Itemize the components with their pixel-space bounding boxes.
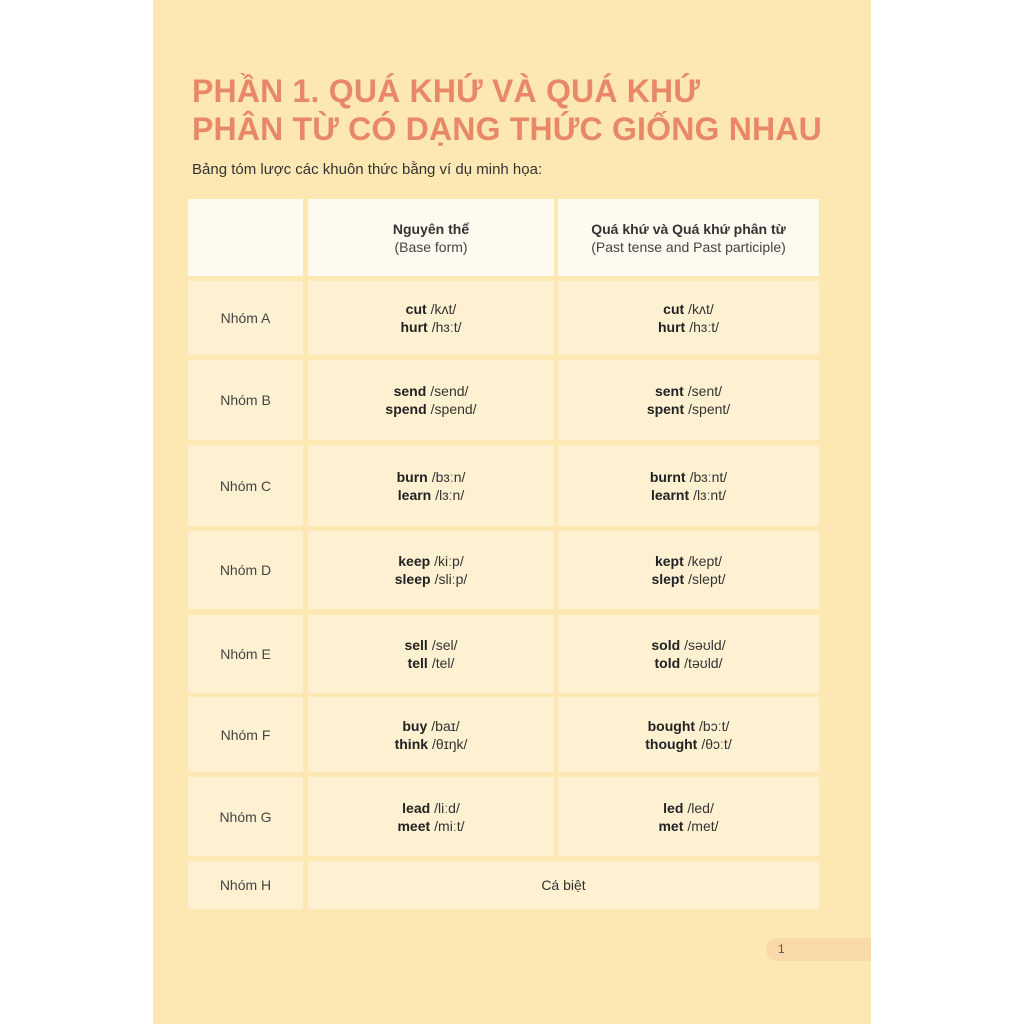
verb-word: burnt	[649, 468, 686, 485]
past-form-cell	[558, 531, 819, 609]
verb-ipa: /kʌt/	[430, 301, 457, 317]
verb-form-entry	[655, 552, 722, 570]
verb-form-entry	[655, 382, 722, 400]
special-group-cell: Cá biệt	[308, 861, 819, 909]
row-group-label: Nhóm B	[188, 360, 303, 440]
verb-word: lead	[402, 799, 431, 816]
verb-ipa: /bɔːt/	[699, 717, 730, 734]
verb-form-entry	[385, 400, 476, 418]
row-group-label: Nhóm H	[188, 861, 303, 909]
verb-form-entry	[397, 817, 464, 835]
verb-word: send	[393, 383, 427, 399]
base-form-cell	[308, 777, 554, 856]
header-base-sub: (Base form)	[394, 238, 468, 255]
verb-word: bought	[647, 717, 696, 734]
verb-form-entry	[655, 654, 723, 672]
header-base-main: Nguyên thể	[392, 220, 470, 237]
verb-form-entry	[394, 382, 469, 400]
past-form-cell	[558, 281, 819, 355]
base-form-cell	[308, 445, 554, 526]
verb-ipa: /baɪ/	[431, 717, 460, 734]
verb-word: spend	[385, 401, 427, 417]
base-form-cell	[308, 281, 554, 355]
verb-ipa: /spent/	[688, 401, 731, 417]
row-group-label: Nhóm E	[188, 615, 303, 693]
header-past-main: Quá khứ và Quá khứ phân từ	[591, 220, 786, 237]
base-form-cell	[308, 697, 554, 772]
verb-ipa: /slept/	[688, 571, 726, 587]
past-form-cell	[558, 777, 819, 856]
verb-ipa: /sent/	[687, 383, 723, 399]
verb-form-entry	[401, 318, 462, 336]
past-form-cell	[558, 697, 819, 772]
page-title-line-2: PHÂN TỪ CÓ DẠNG THỨC GIỐNG NHAU	[192, 111, 822, 147]
verb-word: cut	[663, 301, 685, 317]
document-page	[153, 0, 871, 1024]
verb-word: told	[654, 655, 681, 671]
verb-form-entry	[663, 799, 714, 817]
verb-form-entry	[395, 570, 468, 588]
verb-ipa: /θɔːt/	[701, 735, 732, 752]
verb-word: slept	[651, 571, 685, 587]
verb-form-entry	[658, 817, 718, 835]
verb-word: think	[394, 735, 429, 752]
page-title	[192, 72, 822, 148]
verb-ipa: /led/	[687, 799, 714, 816]
verb-word: cut	[405, 301, 427, 317]
verb-word: hurt	[658, 319, 686, 335]
verb-word: learn	[397, 486, 432, 503]
row-group-label: Nhóm G	[188, 777, 303, 856]
verb-form-entry	[648, 717, 730, 735]
verb-ipa: /səʊld/	[684, 637, 726, 653]
verb-ipa: /sliːp/	[434, 571, 468, 587]
verb-word: thought	[645, 735, 698, 752]
verb-form-entry	[406, 300, 457, 318]
verb-word: tell	[407, 655, 428, 671]
verb-ipa: /tel/	[431, 655, 455, 671]
verb-word: sell	[404, 637, 428, 653]
page-number: 1	[766, 938, 871, 961]
verb-ipa: /bɜːnt/	[689, 468, 728, 485]
verb-form-entry	[402, 717, 459, 735]
row-group-label: Nhóm A	[188, 281, 303, 355]
table-caption: Bảng tóm lược các khuôn thức bằng ví dụ minh họa:	[192, 161, 543, 178]
verb-ipa: /lɜːn/	[435, 486, 465, 503]
verb-word: burn	[396, 468, 428, 485]
base-form-cell	[308, 360, 554, 440]
verb-form-entry	[398, 486, 464, 504]
header-base-form	[308, 199, 554, 276]
verb-word: sleep	[394, 571, 431, 587]
verb-ipa: /hɜːt/	[689, 319, 719, 335]
verb-form-entry	[651, 486, 726, 504]
verb-word: hurt	[400, 319, 428, 335]
verb-ipa: /sel/	[431, 637, 458, 653]
header-past-form	[558, 199, 819, 276]
past-form-cell	[558, 445, 819, 526]
verb-word: led	[663, 799, 684, 816]
verb-form-entry	[650, 468, 727, 486]
verb-ipa: /təʊld/	[684, 655, 723, 671]
verb-form-entry	[404, 636, 457, 654]
verb-ipa: /kept/	[687, 553, 723, 569]
verb-form-entry	[395, 735, 468, 753]
verb-ipa: /hɜːt/	[431, 319, 462, 335]
verb-word: met	[658, 817, 684, 834]
verb-form-entry	[647, 400, 730, 418]
verb-form-entry	[402, 799, 460, 817]
past-form-cell	[558, 615, 819, 693]
verb-word: spent	[646, 401, 685, 417]
verb-form-entry	[645, 735, 731, 753]
verb-ipa: /spend/	[430, 401, 477, 417]
verb-ipa: /kiːp/	[434, 553, 464, 569]
verb-ipa: /liːd/	[434, 799, 460, 816]
verb-word: sent	[654, 383, 684, 399]
verb-word: sold	[651, 637, 681, 653]
past-form-cell	[558, 360, 819, 440]
header-past-sub: (Past tense and Past participle)	[591, 238, 786, 255]
base-form-cell	[308, 531, 554, 609]
verb-word: buy	[402, 717, 428, 734]
verb-form-entry	[651, 636, 725, 654]
verb-word: learnt	[651, 486, 690, 503]
verb-ipa: /θɪŋk/	[432, 735, 468, 752]
verb-form-entry	[408, 654, 455, 672]
verb-ipa: /met/	[687, 817, 719, 834]
header-empty-cell	[188, 199, 303, 276]
verb-word: kept	[654, 553, 684, 569]
verb-form-entry	[397, 468, 466, 486]
verb-ipa: /bɜːn/	[431, 468, 466, 485]
verb-ipa: /lɜːnt/	[693, 486, 726, 503]
row-group-label: Nhóm D	[188, 531, 303, 609]
verb-ipa: /miːt/	[434, 817, 465, 834]
row-group-label: Nhóm F	[188, 697, 303, 772]
verb-word: meet	[397, 817, 431, 834]
verb-form-entry	[658, 318, 719, 336]
verb-ipa: /send/	[430, 383, 469, 399]
verb-form-entry	[663, 300, 714, 318]
verb-form-entry	[398, 552, 464, 570]
verb-form-entry	[651, 570, 725, 588]
page-title-line-1: PHẦN 1. QUÁ KHỨ VÀ QUÁ KHỨ	[192, 73, 701, 109]
verb-ipa: /kʌt/	[688, 301, 714, 317]
row-group-label: Nhóm C	[188, 445, 303, 526]
verb-word: keep	[398, 553, 431, 569]
base-form-cell	[308, 615, 554, 693]
